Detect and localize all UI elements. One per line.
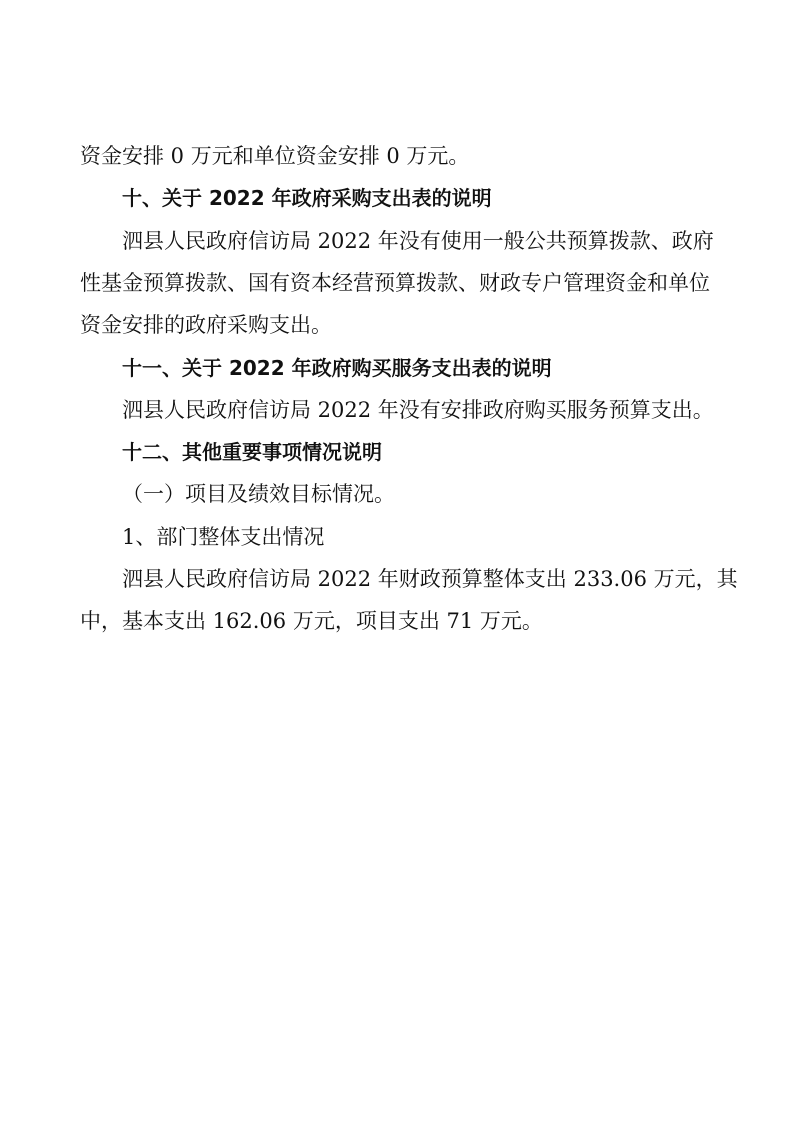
section-heading-11: 十一、关于 2022 年政府购买服务支出表的说明 (122, 356, 552, 380)
paragraph-line: 资金安排的政府采购支出。 (80, 313, 332, 337)
paragraph-line: 资金安排 0 万元和单位资金安排 0 万元。 (80, 144, 470, 168)
section-heading-10: 十、关于 2022 年政府采购支出表的说明 (122, 186, 492, 210)
paragraph-line: 泗县人民政府信访局 2022 年财政预算整体支出 233.06 万元，其 (122, 567, 738, 591)
section-heading-12: 十二、其他重要事项情况说明 (122, 440, 382, 464)
subsection-item: 1、部门整体支出情况 (122, 525, 325, 549)
paragraph-line: 泗县人民政府信访局 2022 年没有安排政府购买服务预算支出。 (122, 398, 714, 422)
paragraph-line: 泗县人民政府信访局 2022 年没有使用一般公共预算拨款、政府 (122, 229, 714, 253)
paragraph-line: 中，基本支出 162.06 万元，项目支出 71 万元。 (80, 609, 543, 633)
paragraph-line: 性基金预算拨款、国有资本经营预算拨款、财政专户管理资金和单位 (80, 271, 710, 295)
subsection-heading: （一）项目及绩效目标情况。 (122, 482, 395, 506)
